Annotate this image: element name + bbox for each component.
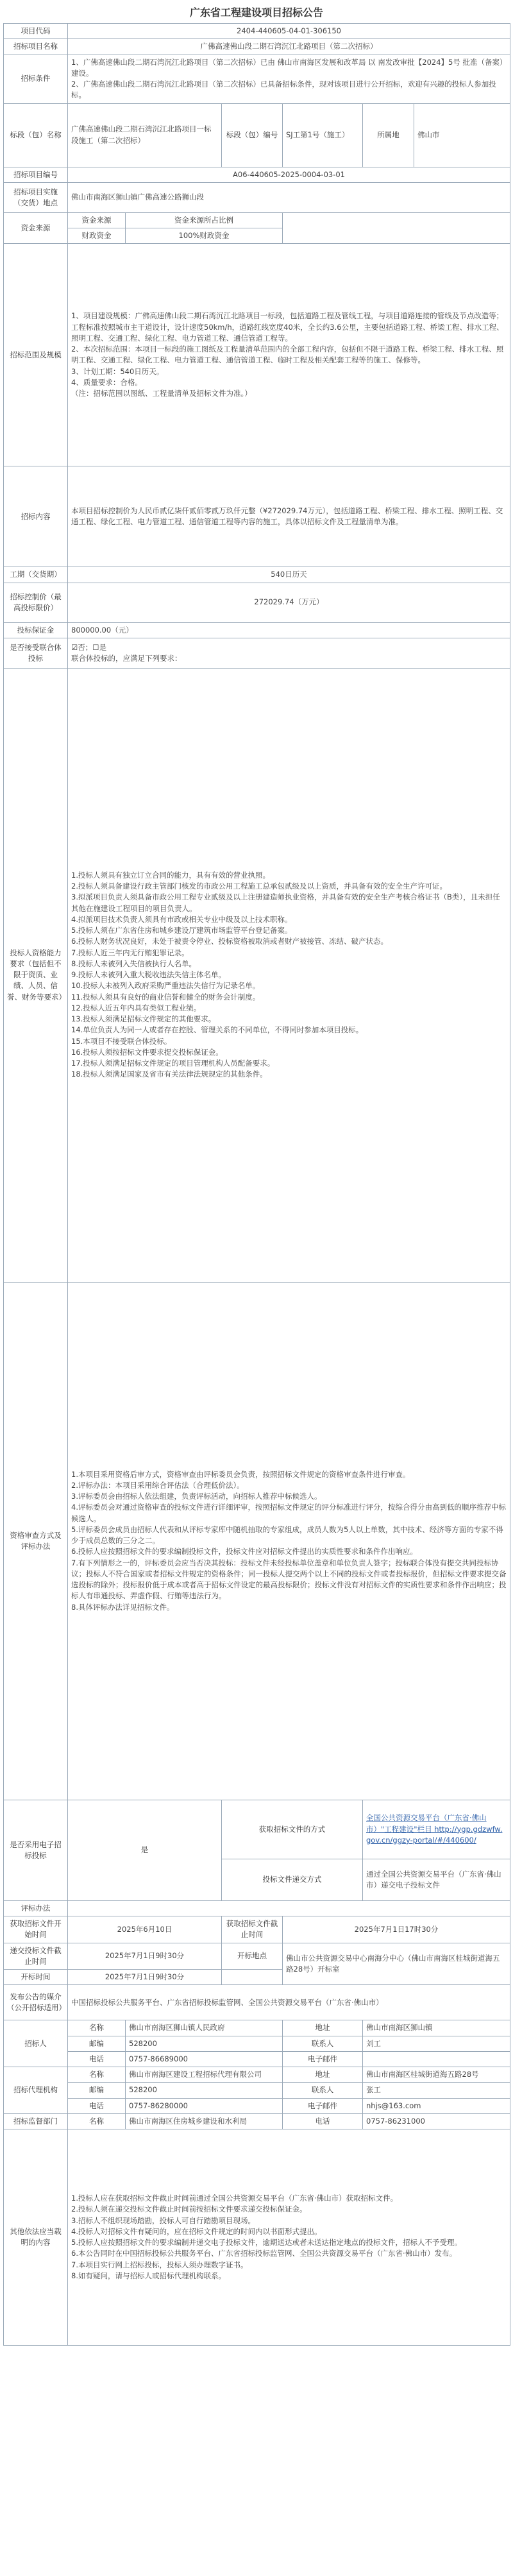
row-bid-content xyxy=(4,466,510,567)
other-label: 其他依法应当载明的内容 xyxy=(4,2129,68,2346)
electronic-method-label: 获取招标文件的方式 xyxy=(222,1800,363,1859)
scope-extra: （注：招标范围以图纸、工程量清单及招标文件为准。） xyxy=(71,389,252,398)
supervision-tel-label: 电话 xyxy=(283,2113,363,2129)
row-doc-time xyxy=(4,1916,510,1943)
agency-mail: nhjs@163.com xyxy=(363,2098,510,2113)
tenderer-tel: 0757-86689000 xyxy=(126,2051,283,2067)
agency-contact: 张工 xyxy=(363,2083,510,2098)
open-time-label: 开标时间 xyxy=(4,1970,68,1985)
doc-end-value: 2025年7月1日17时30分 xyxy=(283,1916,510,1943)
agency-addr-label: 地址 xyxy=(283,2067,363,2083)
max-price-label: 招标控制价（最高投标限价） xyxy=(4,583,68,622)
tenderer-label: 招标人 xyxy=(4,2020,68,2067)
tenderer-addr-label: 地址 xyxy=(283,2020,363,2036)
tenderer-contact-label: 联系人 xyxy=(283,2036,363,2051)
row-agency-3 xyxy=(4,2098,510,2113)
project-code-value: 2404-440605-04-01-306150 xyxy=(68,24,510,39)
electronic-submit-label: 投标文件递交方式 xyxy=(222,1859,363,1900)
agency-post: 528200 xyxy=(126,2083,283,2098)
location-label: 招标项目实施（交货）地点 xyxy=(4,182,68,212)
open-place-value: 佛山市公共资源交易中心南海分中心（佛山市南海区桂城街道海五路28号）开标室 xyxy=(283,1943,510,1985)
tenderer-name-label: 名称 xyxy=(68,2020,126,2036)
doc-start-value: 2025年6月10日 xyxy=(68,1916,222,1943)
tenderer-post: 528200 xyxy=(126,2036,283,2051)
row-tenderer-2 xyxy=(4,2036,510,2051)
row-evaluation xyxy=(4,1282,510,1800)
duration-value: 540日历天 xyxy=(68,567,510,583)
bid-code-value: A06-440605-2025-0004-03-01 xyxy=(68,167,510,182)
funding-ratio-label: 资金来源所占比例 xyxy=(126,212,283,228)
other-value: 1.投标人应在获取招标文件截止时间前通过全国公共资源交易平台（广东省·佛山市）获取招标文件。 2.投标人须在递交投标文件截止时间前按招标文件要求递交投标保证金。 3.招标人不组织现场踏勘，投标人可自行踏勘项目现场。 4.投标人对招标文件有疑问的，应在招标文件规定的时间内以书面形式提出。 5.投标人应按照招标文件的要求编制并递交电子投标文件，逾期送达或者未送达指定地点的投标文件，招标人不予受理。 6.本公告同时在中国招标投标公共服务平台、广东省招标投标监管网、全国公共资源交易平台（广东省·佛山市）发布。 7.本项目实行网上招标投标，投标人须办理数字证书。 8.如有疑问，请与招标人或招标代理机构联系。 xyxy=(68,2129,510,2346)
row-agency-1 xyxy=(4,2067,510,2083)
electronic-label: 是否采用电子招标投标 xyxy=(4,1800,68,1900)
duration-label: 工期（交货期） xyxy=(4,567,68,583)
scope-cell xyxy=(68,244,510,466)
qualification-value: 1.投标人须具有独立订立合同的能力，具有有效的营业执照。 2.投标人须具备建设行政主管部门核发的市政公用工程施工总承包贰级及以上资质，并具备有效的安全生产许可证。 3.拟派项目负责人须具备市政公用工程专业贰级及以上注册建造师执业资格，并具备有效的安全生产考核合格证书（B类），且未担任其他在施建设工程项目的项目负责人。 4.拟派项目技术负责人须具有市政或相关专业中级及以上技术职称。 5.投标人须在广东省住房和城乡建设厅建筑市场监管平台登记备案。 6.投标人财务状况良好，未处于被责令停业、投标资格被取消或者财产被接管、冻结、破产状态。 7.投标人近三年内无行贿犯罪记录。 8.投标人未被列入失信被执行人名单。 9.投标人未被列入重大税收违法失信主体名单。 10.投标人未被列入政府采购严重违法失信行为记录名单。 11.投标人须具有良好的商业信誉和健全的财务会计制度。 12.投标人近五年内具有类似工程业绩。 13.投标人须满足招标文件规定的其他要求。 14.单位负责人为同一人或者存在控股、管理关系的不同单位，不得同时参加本项目投标。 15.本项目不接受联合体投标。 16.投标人须按招标文件要求提交投标保证金。 17.投标人须满足招标文件规定的项目管理机构人员配备要求。 18.投标人须满足国家及省市有关法律法规规定的其他条件。 xyxy=(68,668,510,1282)
publish-label: 发布公告的媒介（公开招标适用） xyxy=(4,1985,68,2020)
approval-label: 招标条件 xyxy=(4,55,68,103)
supervision-tel: 0757-86231000 xyxy=(363,2113,510,2129)
agency-name: 佛山市南海区建设工程招标代理有限公司 xyxy=(126,2067,283,2083)
row-approval xyxy=(4,55,510,103)
agency-tel-label: 电话 xyxy=(68,2098,126,2113)
row-supervision xyxy=(4,2113,510,2129)
tenderer-post-label: 邮编 xyxy=(68,2036,126,2051)
supervision-name: 佛山市南海区住房城乡建设和水利局 xyxy=(126,2113,283,2129)
timeline-blank xyxy=(68,1900,510,1916)
tenderer-mail-label: 电子邮件 xyxy=(283,2051,363,2067)
funding-label: 资金来源 xyxy=(4,212,68,244)
agency-mail-label: 电子邮件 xyxy=(283,2098,363,2113)
tenderer-addr: 佛山市南海区狮山镇 xyxy=(363,2020,510,2036)
row-tenderer-3 xyxy=(4,2051,510,2067)
row-project-name xyxy=(4,39,510,55)
open-time-value: 2025年7月1日9时30分 xyxy=(68,1970,222,1985)
deadline-value: 2025年7月1日9时30分 xyxy=(68,1943,222,1970)
supervision-name-label: 名称 xyxy=(68,2113,126,2129)
bid-section-value: 广佛高速佛山段二期石湾沉江北路项目一标段施工（第二次招标） xyxy=(68,103,222,167)
timeline-label: 评标办法 xyxy=(4,1900,68,1916)
row-tenderer-1 xyxy=(4,2020,510,2036)
deposit-label: 投标保证金 xyxy=(4,622,68,638)
row-bid-code xyxy=(4,167,510,182)
agency-tel: 0757-86280000 xyxy=(126,2098,283,2113)
row-other xyxy=(4,2129,510,2346)
funding-ratio-value: 100%财政资金 xyxy=(126,228,283,244)
project-name-label: 招标项目名称 xyxy=(4,39,68,55)
tenderer-mail xyxy=(363,2051,510,2067)
scope-value: 1、项目建设规模：广佛高速佛山段二期石湾沉江北路项目一标段，包括道路工程及管线工程，与项目道路连接的管线及节点改造等；工程标准按照城市主干道设计，设计速度50km/h，道路红线宽度40米，全长约3.6公里，主要包括道路工程、桥梁工程、排水工程、照明工程、交通工程、绿化工程、电力管道工程、通信管道工程等。 2、本次招标范围：本项目一标段的施工图纸及工程量清单范围内的全部工程内容，包括但不限于道路工程、桥梁工程、排水工程、照明工程、交通工程、绿化工程、电力管道工程、通信管道工程、临时工程及相关配套工程等的施工、保修等。 3、计划工期：540日历天。 4、质量要求：合格。 xyxy=(71,311,504,387)
scope-label: 招标范围及规模 xyxy=(4,244,68,466)
bid-section-sub-label: 所属地 xyxy=(363,103,414,167)
bid-section-label: 标段（包）名称 xyxy=(4,103,68,167)
bid-code-label: 招标项目编号 xyxy=(4,167,68,182)
bid-section-code-label: 标段（包）编号 xyxy=(222,103,283,167)
row-qualification xyxy=(4,668,510,1282)
row-bid-section xyxy=(4,103,510,167)
agency-contact-label: 联系人 xyxy=(283,2083,363,2098)
bid-section-sub-value: 佛山市 xyxy=(414,103,510,167)
row-project-code xyxy=(4,24,510,39)
electronic-value: 是 xyxy=(68,1800,222,1900)
announcement-page xyxy=(3,0,510,2346)
agency-post-label: 邮编 xyxy=(68,2083,126,2098)
bid-content-label: 招标内容 xyxy=(4,466,68,567)
row-funding xyxy=(4,212,510,228)
evaluation-value: 1.本项目采用资格后审方式，资格审查由评标委员会负责，按照招标文件规定的资格审查条件进行审查。 2.评标办法：本项目采用综合评估法（合理低价法）。 3.评标委员会由招标人依法组建，负责评标活动，向招标人推荐中标候选人。 4.评标委员会对通过资格审查的投标文件进行详细评审，按照招标文件规定的评分标准进行评分，按综合得分由高到低的顺序推荐中标候选人。 5.评标委员会成员由招标人代表和从评标专家库中随机抽取的专家组成，成员人数为5人以上单数，其中技术、经济等方面的专家不得少于成员总数的三分之二。 6.投标人应按照招标文件的要求编制投标文件，投标文件应对招标文件提出的实质性要求和条件作出响应。 7.有下列情形之一的，评标委员会应当否决其投标：投标文件未经投标单位盖章和单位负责人签字；投标联合体没有提交共同投标协议；投标人不符合国家或者招标文件规定的资格条件；同一投标人提交两个以上不同的投标文件或者投标报价，但招标文件要求提交备选投标的除外；投标报价低于成本或者高于招标文件设定的最高投标限价；投标文件没有对招标文件的实质性要求和条件作出响应；投标人有串通投标、弄虚作假、行贿等违法行为。 8.具体评标办法详见招标文件。 xyxy=(68,1282,510,1800)
bid-section-code-value: SJ工第1号（施工） xyxy=(283,103,363,167)
agency-addr: 佛山市南海区桂城街道海五路28号 xyxy=(363,2067,510,2083)
row-electronic-1 xyxy=(4,1800,510,1859)
agency-label: 招标代理机构 xyxy=(4,2067,68,2114)
approval-value: 1、广佛高速佛山段二期石湾沉江北路项目（第二次招标）已由 佛山市南海区发展和改革局 以 南发改审批【2024】5号 批准（备案）建设。 2、广佛高速佛山段二期石湾沉江北路项目（第二次招标）已具备招标条件，现对该项目进行公开招标，欢迎有兴趣的投标人参加投标。 xyxy=(68,55,510,103)
announcement-table xyxy=(3,23,510,2346)
union-extra: 联合体投标的，应满足下列要求： xyxy=(71,653,182,663)
open-blank xyxy=(222,1970,283,1985)
location-value: 佛山市南海区狮山镇广佛高速公路狮山段 xyxy=(68,182,510,212)
electronic-method-link[interactable]: 全国公共资源交易平台（广东省·佛山市）"工程建设"栏目 http://ygp.gdzwfw.gov.cn/ggzy-portal/#/440600/ xyxy=(366,1813,503,1845)
row-timeline-label xyxy=(4,1900,510,1916)
doc-start-label: 获取招标文件开始时间 xyxy=(4,1916,68,1943)
row-deadline xyxy=(4,1943,510,1970)
union-cell xyxy=(68,638,510,668)
funding-source-label: 资金来源 xyxy=(68,212,126,228)
row-max-price xyxy=(4,583,510,622)
tenderer-contact: 刘工 xyxy=(363,2036,510,2051)
agency-name-label: 名称 xyxy=(68,2067,126,2083)
row-location xyxy=(4,182,510,212)
evaluation-label: 资格审查方式及评标办法 xyxy=(4,1282,68,1800)
electronic-submit-value: 通过全国公共资源交易平台（广东省·佛山市）递交电子投标文件 xyxy=(363,1859,510,1900)
union-value: ☑否；☐是 xyxy=(71,642,107,652)
row-agency-2 xyxy=(4,2083,510,2098)
tenderer-name: 佛山市南海区狮山镇人民政府 xyxy=(126,2020,283,2036)
doc-end-label: 获取招标文件截止时间 xyxy=(222,1916,283,1943)
deposit-value: 800000.00（元） xyxy=(68,622,510,638)
supervision-label: 招标监督部门 xyxy=(4,2113,68,2129)
funding-source-value: 财政资金 xyxy=(68,228,126,244)
publish-value: 中国招标投标公共服务平台、广东省招标投标监管网、全国公共资源交易平台（广东省·佛山市） xyxy=(68,1985,510,2020)
tenderer-tel-label: 电话 xyxy=(68,2051,126,2067)
project-name-value: 广佛高速佛山段二期石湾沉江北路项目（第二次招标） xyxy=(68,39,510,55)
page-title: 广东省工程建设项目招标公告 xyxy=(189,6,323,19)
row-deposit xyxy=(4,622,510,638)
row-scope xyxy=(4,244,510,466)
max-price-value: 272029.74（万元） xyxy=(68,583,510,622)
open-place-label: 开标地点 xyxy=(222,1943,283,1970)
qualification-label: 投标人资格能力要求（包括但不限于资质、业绩、人员、信誉、财务等要求） xyxy=(4,668,68,1282)
row-union xyxy=(4,638,510,668)
union-label: 是否接受联合体投标 xyxy=(4,638,68,668)
row-publish xyxy=(4,1985,510,2020)
project-code-label: 项目代码 xyxy=(4,24,68,39)
electronic-method-value xyxy=(363,1800,510,1859)
row-duration xyxy=(4,567,510,583)
deadline-label: 递交投标文件截止时间 xyxy=(4,1943,68,1970)
bid-content-value: 本项目招标控制价为人民币贰亿柒仟贰佰零贰万玖仟元整（¥272029.74万元），包括道路工程、桥梁工程、排水工程、照明工程、交通工程、绿化工程、电力管道工程、通信管道工程等内容的施工，具体以招标文件及工程量清单为准。 xyxy=(68,466,510,567)
funding-blank xyxy=(283,212,510,244)
